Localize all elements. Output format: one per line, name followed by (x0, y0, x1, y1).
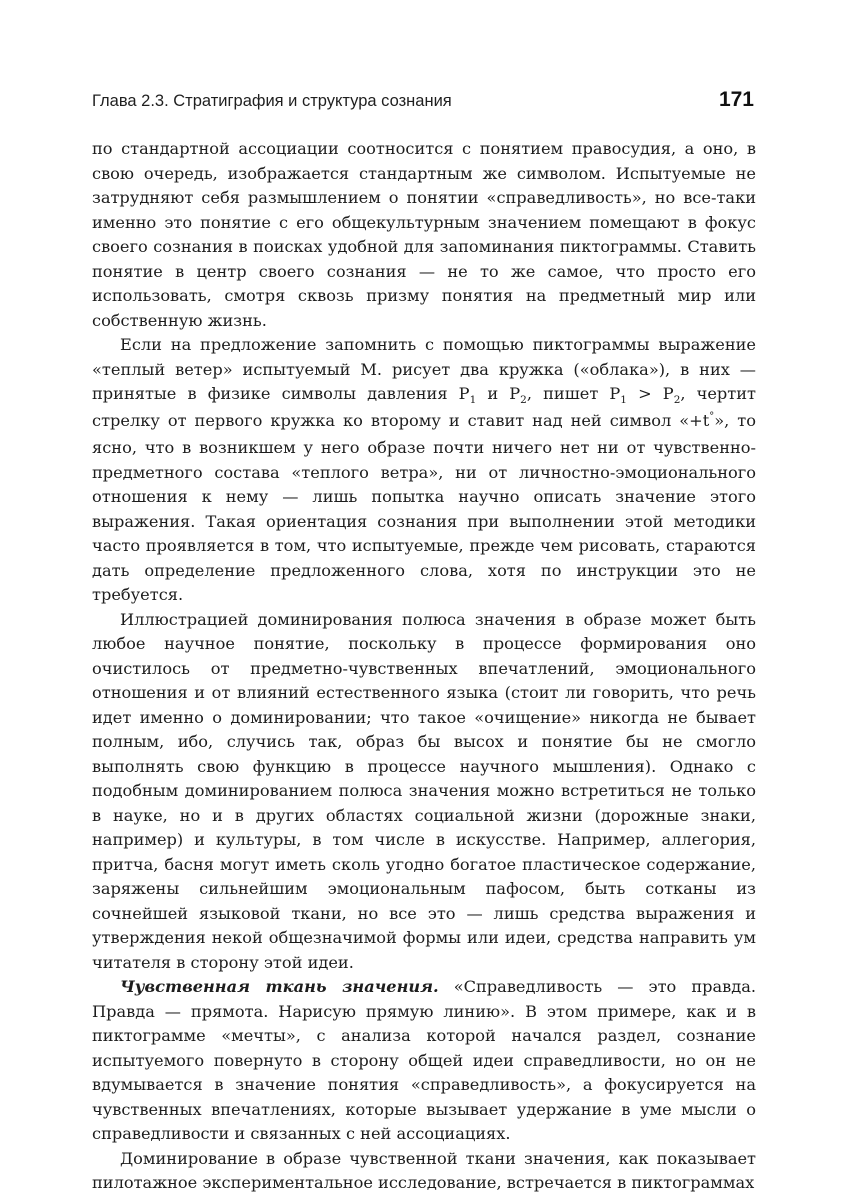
chapter-title: Глава 2.3. Стратиграфия и структура сознания (92, 92, 452, 110)
subscript-2: 2 (520, 394, 527, 406)
body-text (92, 137, 756, 1196)
paragraph-3: Иллюстрацией доминирования полюса значения в образе может быть любое научное понятие, поскольку в процессе формирования оно очистилось от предметно-чувственных впечатлений, эмоционального отношения и от влияний естественного языка (стоит ли говорить, что речь идет именно о доминировании; что такое «очищение» никогда не бывает полным, ибо, случись так, образ бы высох и понятие бы не смогло выполнять свою функцию в процессе научного мышления). Однако с подобным доминированием полюса значения можно встретиться не только в науке, но и в других областях социальной жизни (дорожные знаки, например) и культуры, в том числе в искусстве. Например, аллегория, притча, басня могут иметь сколь угодно богатое пластическое содержание, заряжены сильнейшим эмоциональным пафосом, быть сотканы из сочнейшей языковой ткани, но все это — лишь средства выражения и утверждения некой общезначимой формы или идеи, средства направить ум читателя в сторону этой идеи. (92, 609, 756, 972)
pressure-symbol-1: P (458, 384, 470, 403)
writes-text: , пишет (526, 384, 610, 403)
subscript-3: 1 (620, 394, 627, 406)
paragraph-2-part-a: Если на предложение запомнить с помощью пиктограммы выражение «теплый ветер» испытуемый М. рисует два кружка («облака»), в них — принятые в физике символы давления (92, 335, 756, 403)
paragraph-1: по стандартной ассоциации соотносится с понятием правосудия, а оно, в свою очередь, изображается стандартным же символом. Испытуемые не затрудняют себя размышлением о понятии «справедливость», но все-таки именно это понятие с его общекультурным значением помещают в фокус своего сознания в поисках удобной для запоминания пиктограммы. Ставить понятие в центр своего сознания — не то же самое, что просто его использовать, смотря сквозь призму понятия на предметный мир или собственную жизнь. (92, 139, 756, 330)
pressure-symbol-2: P (509, 384, 521, 403)
pressure-symbol-3: P (609, 384, 621, 403)
paragraph-4 (92, 975, 756, 1147)
conjunction-and: и (476, 384, 510, 403)
paragraph-2 (92, 333, 756, 608)
paragraph-2-part-b: , чертит стрелку от первого кружка ко второму и ставит над ней символ «+t (92, 384, 756, 430)
subscript-1: 1 (469, 394, 477, 406)
paragraph-2-part-c: », то ясно, что в возникшем у него образе почти ничего нет ни от чувственно-предметного состава «теплого ветра», ни от личностно-эмоционального отношения к нему — лишь попытка научно описать значение этого выражения. Такая ориентация сознания при выполнении этой методики часто проявляется в том, что испытуемые, прежде чем рисовать, стараются дать определение предложенного слова, хотя по инструкции это не требуется. (92, 410, 757, 604)
paragraph-5: Доминирование в образе чувственной ткани значения, как показывает пилотажное экспериментальное исследование, встречается в пиктограммах (92, 1148, 756, 1192)
greater-than-sign: > (626, 384, 663, 403)
section-run-in-heading: Чувственная ткань значения. (120, 977, 439, 996)
running-header (92, 84, 756, 118)
pressure-symbol-4: P (662, 384, 674, 403)
page-number: 171 (718, 88, 754, 111)
paragraph-4-text: «Справедливость — это правда. Правда — прямота. Нарисую прямую линию». В этом примере, как и в пиктограмме «мечты», с анализа которой начался раздел, сознание испытуемого повернуто в сторону общей идеи справедливости, но он не вдумывается в значение понятия «справедливость», а фокусируется на чувственных впечатлениях, которые вызывает удержание в уме мысли о справедливости и связанных с ней ассоциациях. (92, 977, 757, 1143)
subscript-4: 2 (673, 394, 681, 406)
degree-sign: ° (709, 410, 715, 422)
